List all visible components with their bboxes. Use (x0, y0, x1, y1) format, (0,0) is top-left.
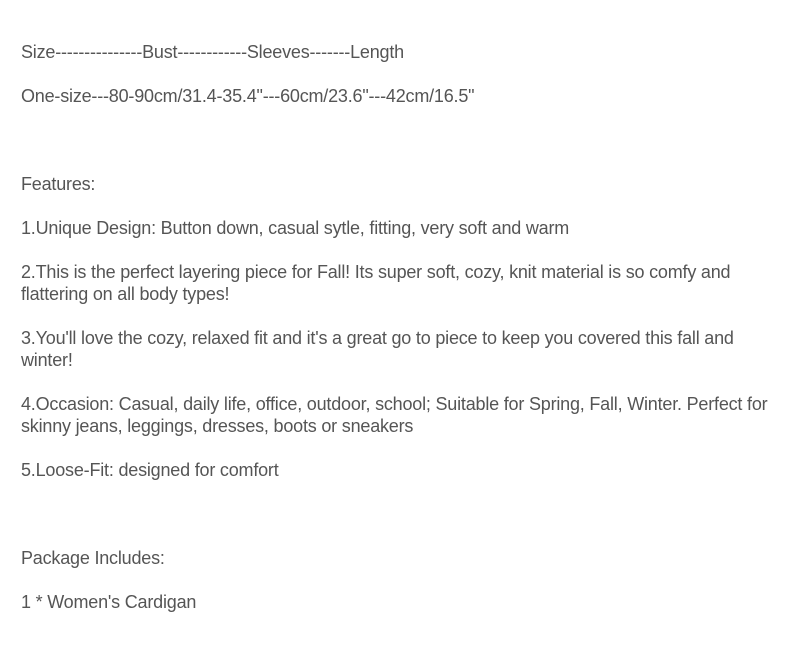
feature-item: 3.You'll love the cozy, relaxed fit and it's a great go to piece to keep you covered this fall and winter! (21, 328, 739, 370)
feature-item: 4.Occasion: Casual, daily life, office, outdoor, school; Suitable for Spring, Fall, Winter. Perfect for skinny jeans, leggings, dresses, boots or sneakers (21, 394, 773, 436)
package-item: 1 * Women's Cardigan (21, 592, 197, 612)
features-heading: Features: (21, 174, 96, 194)
feature-item: 2.This is the perfect layering piece for Fall! Its super soft, cozy, knit material is so comfy and flattering on all body types! (21, 262, 736, 304)
feature-item: 5.Loose-Fit: designed for comfort (21, 460, 279, 480)
size-table-header: Size---------------Bust------------Sleeves-------Length (21, 42, 404, 62)
package-heading: Package Includes: (21, 548, 165, 568)
size-table-row: One-size---80-90cm/31.4-35.4"---60cm/23.6"---42cm/16.5" (21, 86, 475, 106)
feature-item: 1.Unique Design: Button down, casual sytle, fitting, very soft and warm (21, 218, 570, 238)
